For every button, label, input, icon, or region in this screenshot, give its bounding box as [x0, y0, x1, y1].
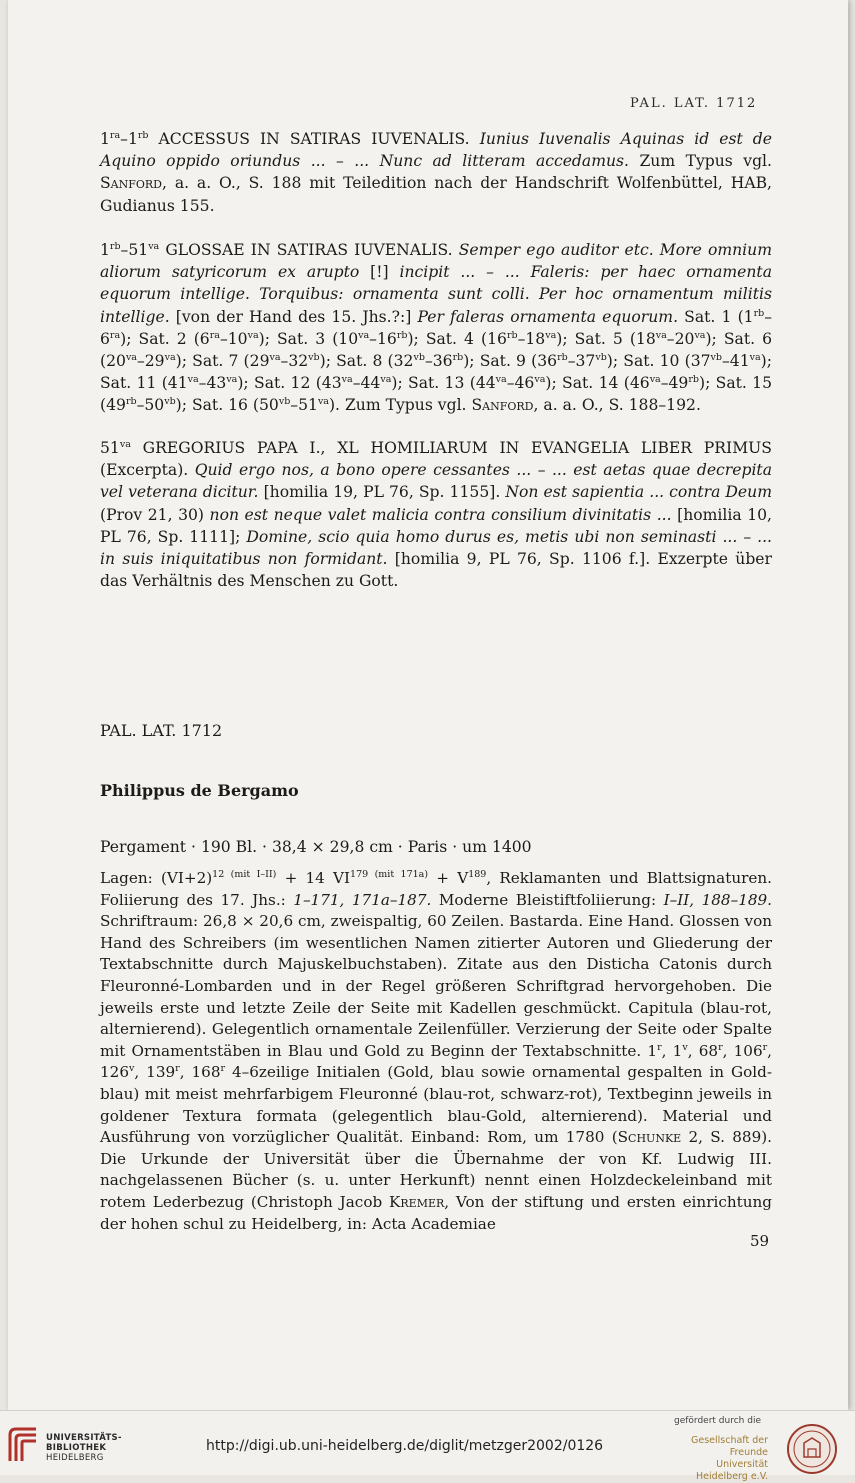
entry-accessus: $1^{ra}-1^{rb}$ ACCESSUS IN SATIRAS IUVENALIS. Iunius Iuvenalis Aquinas id est de Aquino oppido oriundus ... – ... Nunc ad litteram accedamus. Zum Typus vgl. Sanford, a. a. O., S. 188 mit Teiledition nach der Handschrift Wolfenbüttel, HAB, Gudianus 155. — [100, 130, 772, 215]
document-page — [8, 0, 848, 1410]
section-heading: PAL. LAT. 1712 — [100, 721, 223, 740]
page-number: 59 — [750, 1232, 770, 1250]
codicology-paragraph: Lagen: $(VI+2)^{12 (mit I-II)} + 14$ $VI^{179 (mit 171a)} + V^{189}$, Reklamanten und Blattsignaturen. Foliierung des 17. Jhs.: 1–171, 171a–187. Moderne Bleistiftfoliierung: I–II, 188–189. Schriftraum: 26,8 × 20,6 cm, zweispaltig, 60 Zeilen. Bastarda. Eine Hand. Glossen von Hand des Schreibers (im wesentlichen Namen zitierter Autoren und Gliederung der Textabschnitte durch Majuskelbuchstaben). Zitate aus den Disticha Catonis durch Fleuronné-Lombarden und in der Regel größeren Schriftgrad hervorgehoben. Die jeweils erste und letzte Zeile der Seite mit Kadellen geschmückt. Capitula (blau-rot, alternierend). Gelegentlich ornamentale Zeilenfüller. Verzierung der Seite oder Spalte mit Ornamentstäben in Blau und Gold zu Beginn der Textabschnitte. 1$^r$, 1$^v$, 68$^r$, 106$^r$, 126$^v$, 139$^r$, 168$^r$ 4–6zeilige Initialen (Gold, blau sowie ornamental gespalten in Gold-blau) mit meist mehrfarbigem Fleuronné (blau-rot, schwarz-rot), Textbeginn jeweils in goldener Textura formata (gelegentlich blau-Gold, alternierend). Material und Ausführung von vorzüglicher Qualität. Einband: Rom, um 1780 (Schunke 2, S. 889). Die Urkunde der Universität über die Übernahme der von Kf. Ludwig III. nachgelassenen Bücher (s. u. unter Herkunft) nennt einen Holzdeckeleinband mit rotem Lederbezug (Christoph Jacob Kremer, Von der stiftung und ersten einrichtung der hohen schul zu Heidelberg, in: Acta Academiae — [100, 869, 773, 1233]
entry-glossae: $1^{rb}-51^{va}$ GLOSSAE IN SATIRAS IUVENALIS. Semper ego auditor etc. More omnium aliorum satyricorum ex arupto [!] incipit ... – ... Faleris: per haec ornamenta equorum intellige. Torquibus: ornamenta sunt colli. Per hoc ornamentum militis intellige. [von der Hand des 15. Jhs.?:] Per faleras ornamenta equorum. Sat. 1 $(1^{rb}-6^{ra})$; Sat. 2 $(6^{ra}-10^{va})$; Sat. 3 $(10^{va}-16^{rb})$; Sat. 4 $(16^{rb}-18^{va})$; Sat. 5 $(18^{va}-20^{va})$; Sat. 6 $(20^{va}-29^{va})$; Sat. 7 $(29^{va}-32^{vb})$; Sat. 8 $(32^{vb}-36^{rb})$; Sat. 9 $(36^{rb}-37^{vb})$; Sat. 10 $(37^{vb}-41^{va})$; Sat. 11 $(41^{va}-43^{va})$; Sat. 12 $(43^{va}-44^{va})$; Sat. 13 $(44^{va}-46^{va})$; Sat. 14 $(46^{va}-49^{rb})$; Sat. 15 $(49^{rb}-50^{vb})$; Sat. 16 $(50^{vb}-51^{va})$. Zum Typus vgl. Sanford, a. a. O., S. 188–192. — [100, 241, 773, 415]
university-seal-icon — [786, 1423, 838, 1475]
permalink-url[interactable]: http://digi.ub.uni-heidelberg.de/diglit/metzger2002/0126 — [206, 1438, 604, 1454]
entry-gregorius: $51^{va}$ GREGORIUS PAPA I., XL HOMILIARUM IN EVANGELIA LIBER PRIMUS (Excerpta). Quid ergo nos, a bono opere cessantes ... – ... est aetas quae decrepita vel veterana dicitur. [homilia 19, PL 76, Sp. 1155]. Non est sapientia ... contra Deum (Prov 21, 30) non est neque valet malicia contra consilium divinitatis ... [homilia 10, PL 76, Sp. 1111]; Domine, scio quia homo durus es, metis ubi non seminasti ... – ... in suis iniquitatibus non formidant. [homilia 9, PL 76, Sp. 1106 f.]. Exzerpte über das Verhältnis des Menschen zu Gott. — [100, 439, 772, 591]
society-name: Gesellschaft der Freunde Universität Heidelberg e.V. — [691, 1435, 768, 1482]
library-name: UNIVERSITÄTS- BIBLIOTHEK HEIDELBERG — [46, 1433, 122, 1463]
footer-bar — [0, 1410, 855, 1482]
running-head: PAL. LAT. 1712 — [630, 96, 758, 111]
sponsor-label: gefördert durch die — [674, 1416, 761, 1426]
author-heading: Philippus de Bergamo — [100, 781, 299, 800]
physical-description: Pergament · 190 Bl. · 38,4 × 29,8 cm · Paris · um 1400 — [100, 838, 532, 856]
ub-heidelberg-logo-icon[interactable] — [6, 1425, 40, 1465]
